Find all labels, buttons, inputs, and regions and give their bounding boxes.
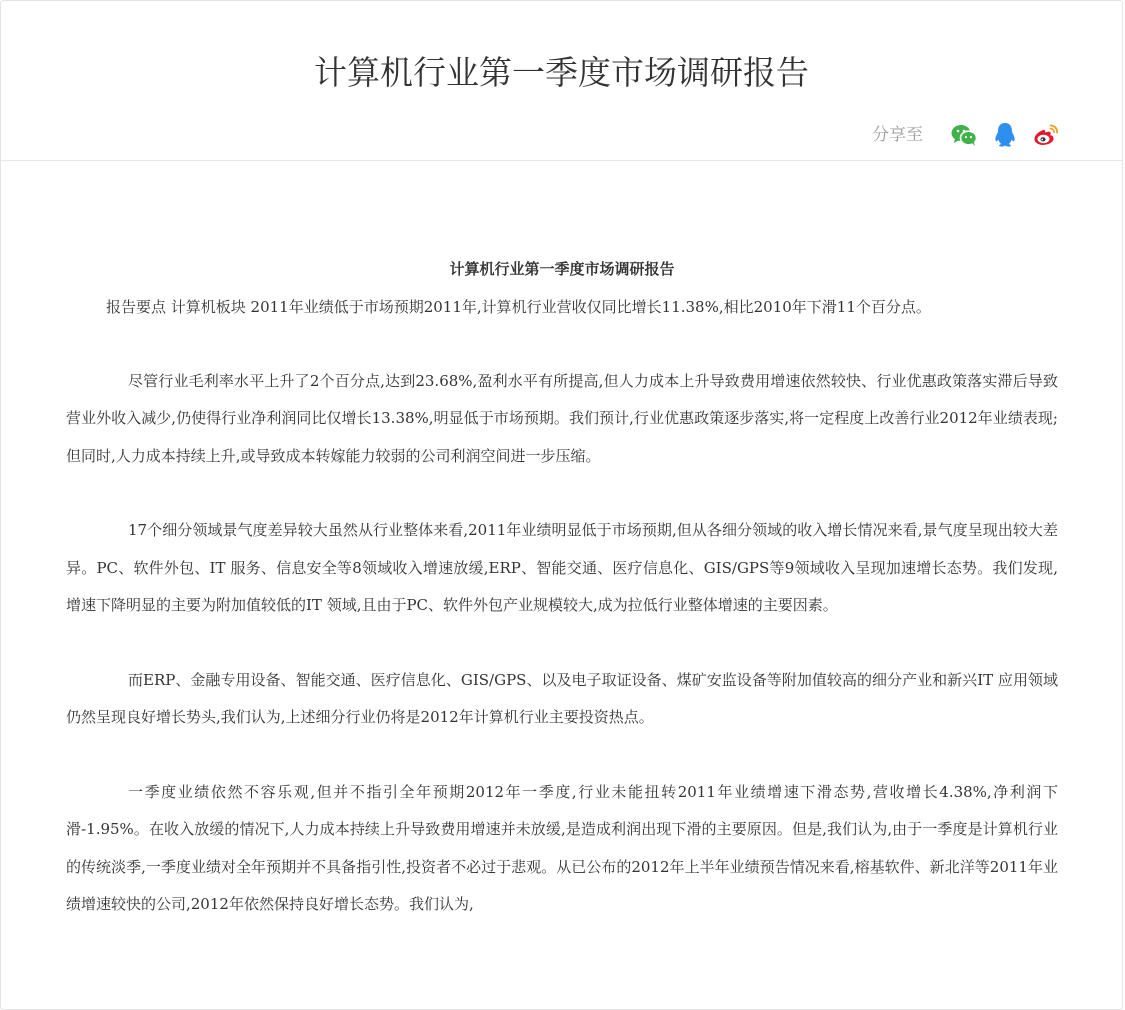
article-title: 计算机行业第一季度市场调研报告 <box>449 260 675 278</box>
article-content <box>66 251 1058 961</box>
paragraph: 一季度业绩依然不容乐观,但并不指引全年预期2012年一季度,行业未能扭转2011年业绩增速下滑态势,营收增长4.38%,净利润下滑-1.95%。在收入放缓的情况下,人力成本持续上升导致费用增速并未放缓,是造成利润出现下滑的主要原因。但是,我们认为,由于一季度是计算机行业的传统淡季,一季度业绩对全年预期并不具备指引性,投资者不必过于悲观。从已公布的2012年上半年业绩预告情况来看,榕基软件、新北洋等2011年业绩增速较快的公司,2012年依然保持良好增长态势。我们认为, <box>66 782 1058 913</box>
share-bar <box>872 121 1060 149</box>
weibo-icon[interactable] <box>1032 121 1060 149</box>
paragraph: 报告要点 计算机板块 2011年业绩低于市场预期2011年,计算机行业营收仅同比增长11.38%,相比2010年下滑11个百分点。 <box>106 298 931 316</box>
page-header <box>1 1 1122 161</box>
paragraph: 而ERP、金融专用设备、智能交通、医疗信息化、GIS/GPS、以及电子取证设备、煤矿安监设备等附加值较高的细分产业和新兴IT 应用领域仍然呈现良好增长势头,我们认为,上述细分行业仍将是2012年计算机行业主要投资热点。 <box>66 670 1058 726</box>
paragraph: 尽管行业毛利率水平上升了2个百分点,达到23.68%,盈利水平有所提高,但人力成本上升导致费用增速依然较快、行业优惠政策落实滞后导致营业外收入减少,仍使得行业净利润同比仅增长13.38%,明显低于市场预期。我们预计,行业优惠政策逐步落实,将一定程度上改善行业2012年业绩表现;但同时,人力成本持续上升,或导致成本转嫁能力较弱的公司利润空间进一步压缩。 <box>66 371 1058 465</box>
page-title: 计算机行业第一季度市场调研报告 <box>314 53 809 92</box>
paragraph: 17个细分领域景气度差异较大虽然从行业整体来看,2011年业绩明显低于市场预期,但从各细分领域的收入增长情况来看,景气度呈现出较大差异。PC、软件外包、IT 服务、信息安全等8领域收入增速放缓,ERP、智能交通、医疗信息化、GIS/GPS等9领域收入呈现加速增长态势。我们发现,增速下降明显的主要为附加值较低的IT 领域,且由于PC、软件外包产业规模较大,成为拉低行业整体增速的主要因素。 <box>66 521 1058 614</box>
share-label: 分享至 <box>872 125 923 145</box>
qq-icon[interactable] <box>991 121 1019 149</box>
wechat-icon[interactable] <box>950 121 978 149</box>
